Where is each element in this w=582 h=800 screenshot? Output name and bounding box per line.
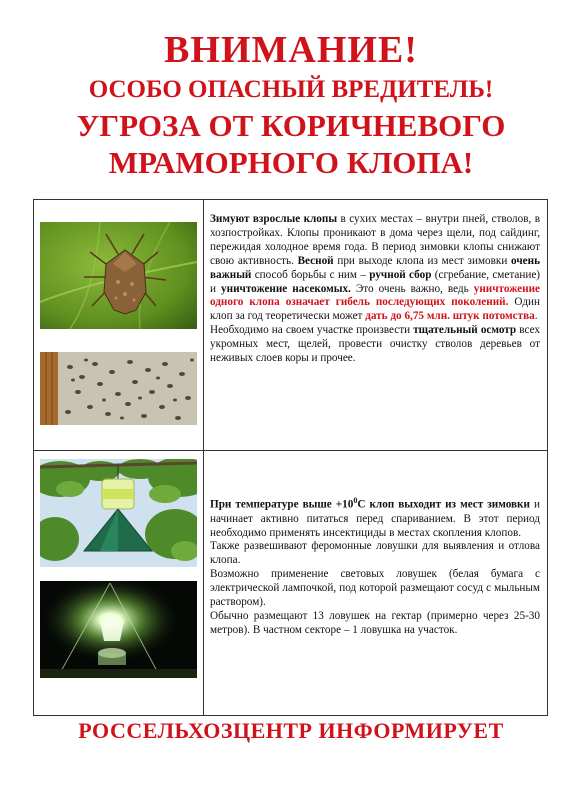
text-run: . bbox=[534, 310, 538, 323]
footer-rosselhozcenter: РОССЕЛЬХОЗЦЕНТР ИНФОРМИРУЕТ bbox=[78, 718, 504, 743]
text-run: уничтожение одного клопа означает гибель последующих поколений. bbox=[210, 282, 540, 309]
text-run: При температуре выше +10 bbox=[210, 498, 354, 511]
text-run: Один клоп за год теоретически может bbox=[210, 296, 540, 323]
text-run: Возможно применение световых ловушек (белая бумага с электрической лампочкой, под которой размещают сосуд с мыльным раствором). bbox=[210, 568, 540, 609]
text-run: Весной bbox=[297, 254, 334, 267]
title-dangerous-pest: ОСОБО ОПАСНЫЙ ВРЕДИТЕЛЬ! bbox=[88, 76, 494, 103]
text-run: С клоп выходит из мест зимовки bbox=[357, 498, 530, 511]
section2-paragraph-3 bbox=[210, 568, 540, 610]
section1-paragraph-1 bbox=[210, 213, 540, 324]
pheromone-trap-photo bbox=[40, 459, 197, 567]
title-threat: УГРОЗА ОТ КОРИЧНЕВОГО bbox=[76, 108, 506, 143]
section2-paragraph-1 bbox=[210, 494, 540, 540]
text-run: (сгребание, сметание) и bbox=[210, 268, 541, 295]
text-run: Обычно размещают 13 ловушек на гектар (примерно через 25-30 метров). В частном секторе – 1 ловушка на участок. bbox=[210, 609, 540, 636]
bug-cluster-photo bbox=[40, 352, 197, 425]
section1-paragraph-2 bbox=[210, 324, 540, 366]
text-run: при выходе клопа из мест зимовки bbox=[333, 254, 512, 267]
text-run: очень важный bbox=[210, 254, 540, 281]
text-run: и начинает активно питаться перед спариванием. В этот период необходимо применять инсектициды в местах скопления клопов. bbox=[210, 498, 540, 539]
text-run: Зимуют взрослые клопы bbox=[210, 213, 338, 225]
section2-text bbox=[210, 494, 540, 638]
section-divider bbox=[33, 450, 548, 451]
column-divider bbox=[203, 199, 204, 716]
text-run: Необходимо на своем участке произвести bbox=[210, 324, 414, 337]
text-run: способ борьбы с ним – bbox=[251, 268, 370, 281]
text-run: 0 bbox=[353, 496, 358, 505]
text-run: всех укромных мест, щелей, провести очистку стволов деревьев от неживых слоев коры и прочее. bbox=[210, 324, 540, 365]
text-run: тщательный осмотр bbox=[413, 324, 517, 337]
text-run: Это очень важно, ведь bbox=[350, 282, 474, 295]
text-run: в сухих местах – внутри пней, стволов, в хозпостройках. Клопы проникают в дома через щели, под сайдинг, пережидая холодное время года. В период зимовки клопы снижают свою активность. bbox=[210, 213, 540, 267]
title-attention: ВНИМАНИЕ! bbox=[164, 29, 418, 71]
section1-text bbox=[210, 213, 540, 366]
title-marbled-bug: МРАМОРНОГО КЛОПА! bbox=[108, 145, 474, 180]
text-run: ручной сбор bbox=[369, 268, 432, 281]
section2-paragraph-2 bbox=[210, 540, 540, 568]
text-run: уничтожение насекомых. bbox=[221, 282, 351, 295]
light-trap-photo bbox=[40, 581, 197, 678]
bug-on-leaf-photo bbox=[40, 222, 197, 329]
text-run: Также развешивают феромонные ловушки для выявления и отлова клопа. bbox=[210, 540, 540, 567]
text-run: дать до 6,75 млн. штук потомства bbox=[365, 310, 535, 323]
section2-paragraph-4 bbox=[210, 610, 540, 638]
